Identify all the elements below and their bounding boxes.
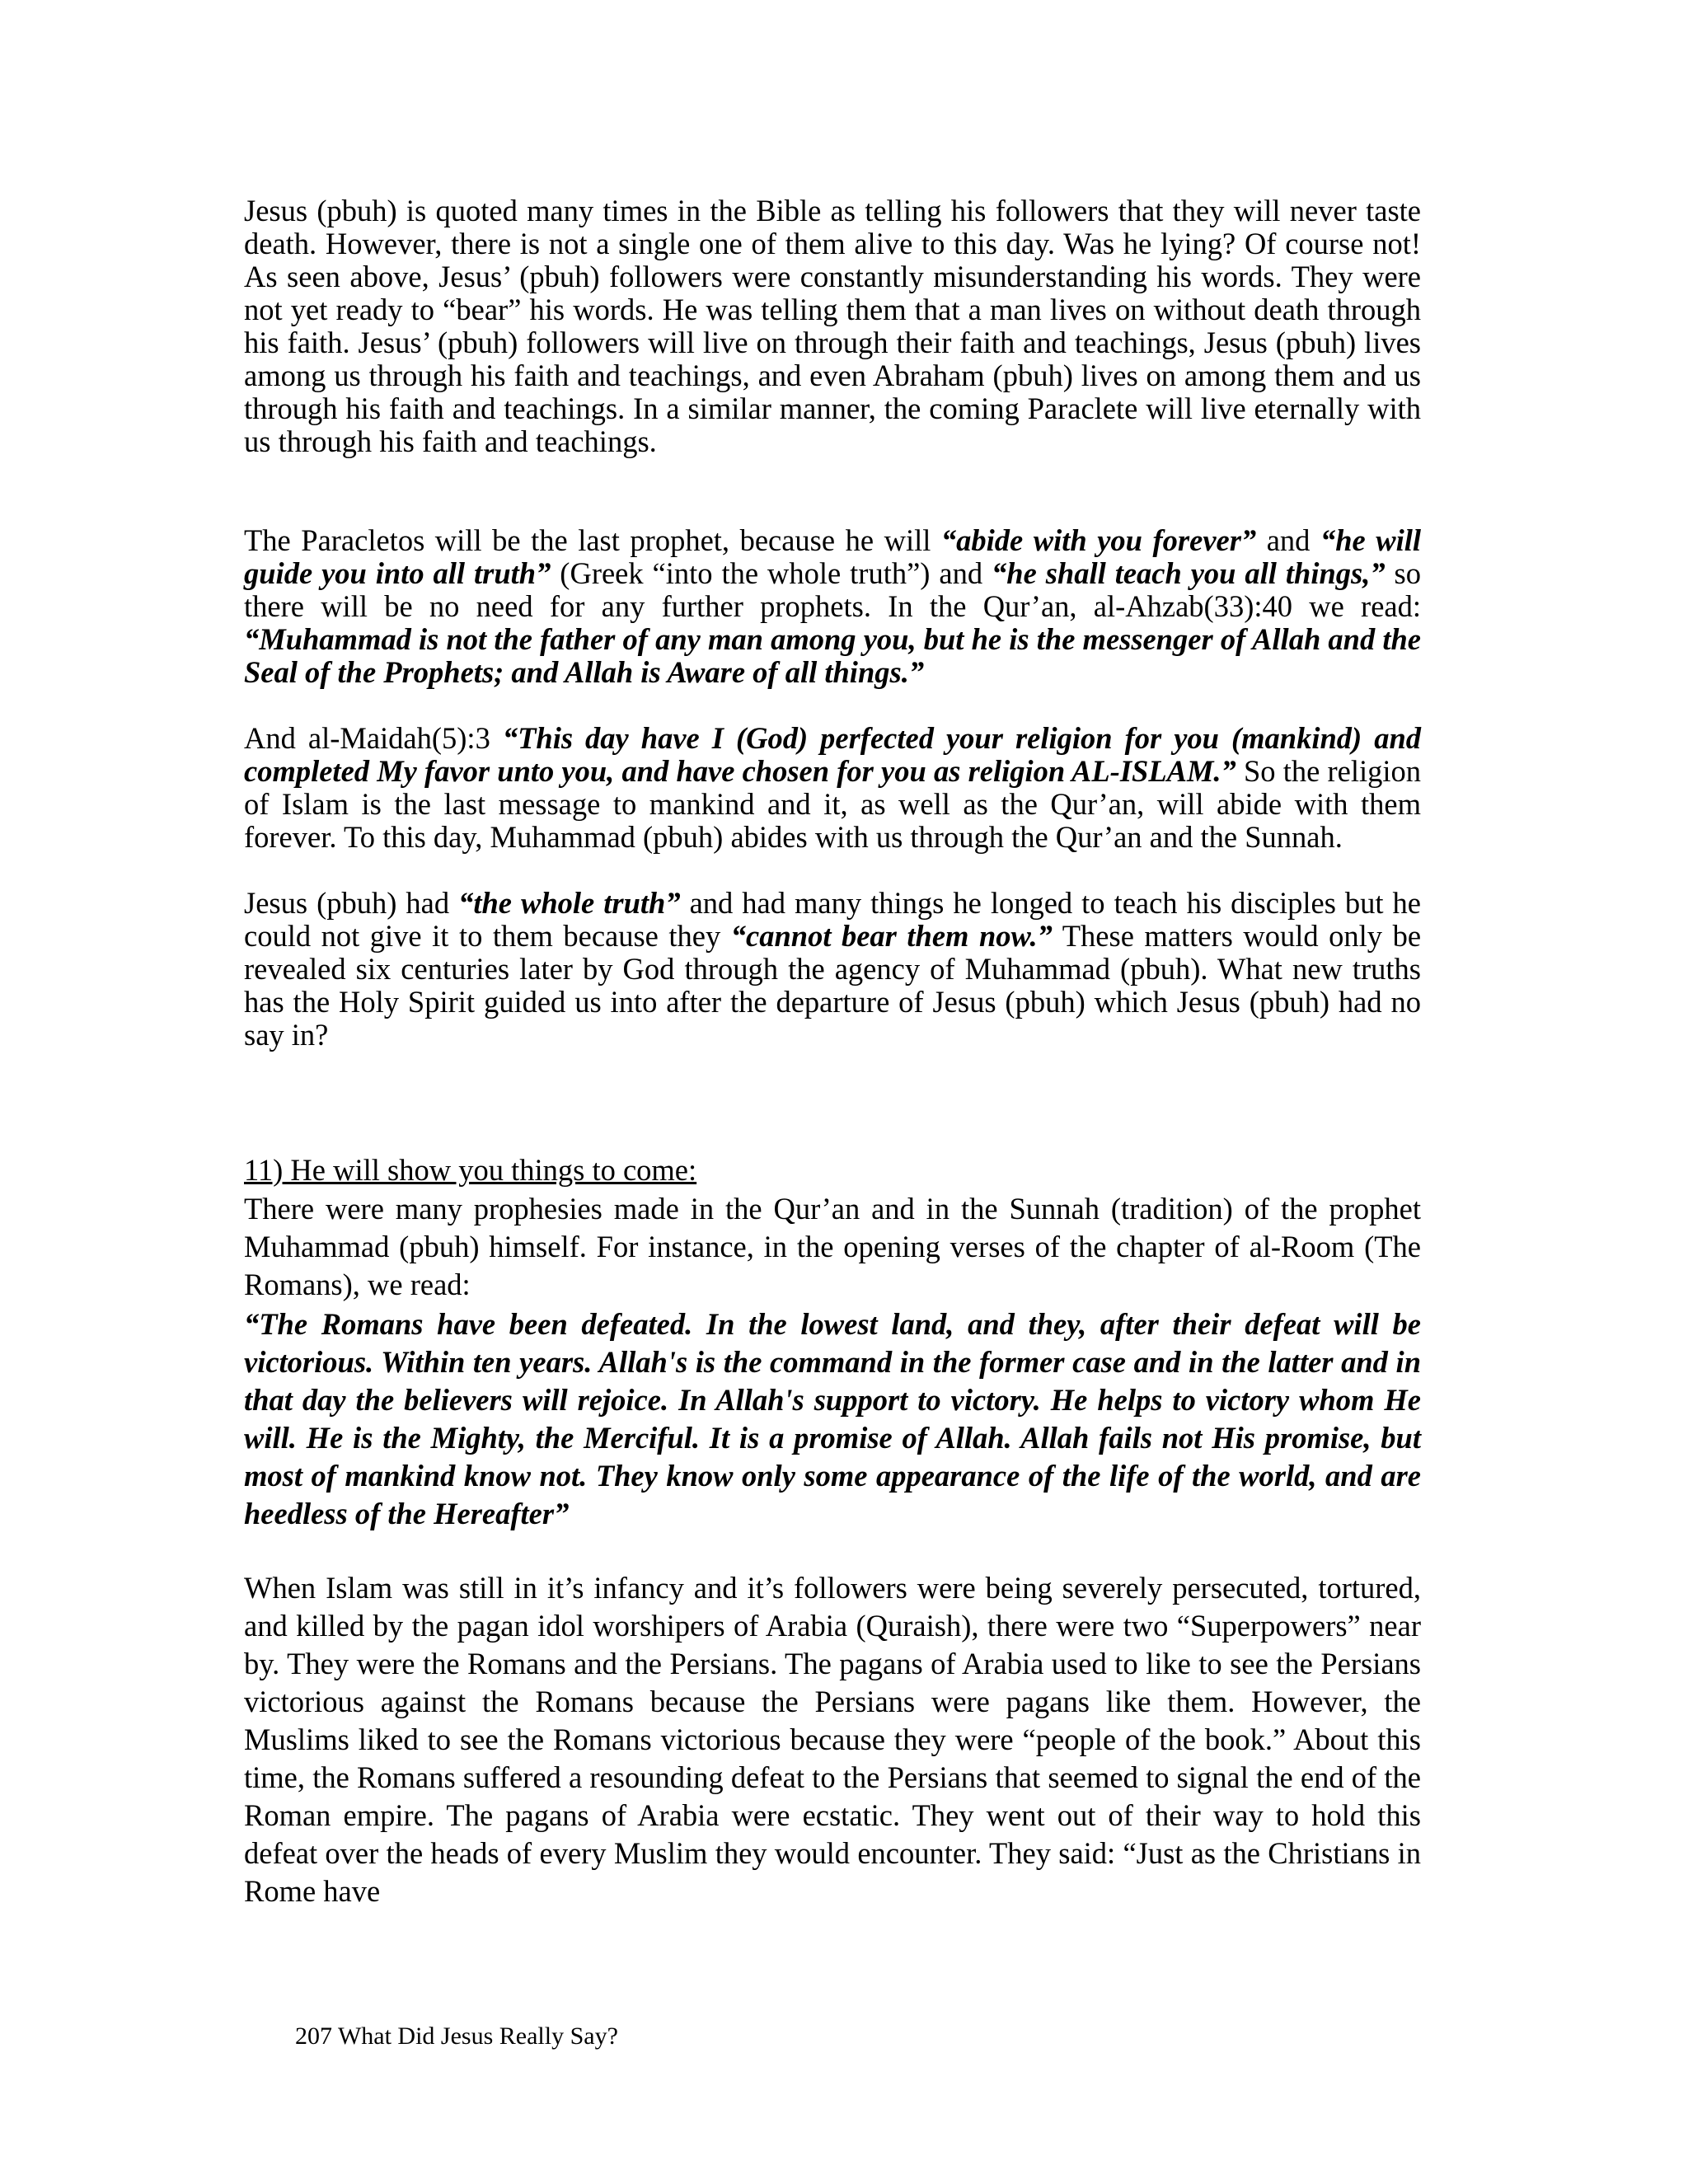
paragraph-2-text: The Paracletos will be the last prophet, because he will: [244, 523, 941, 557]
quote-guide-into-truth: “he will guide you into all truth”: [244, 523, 1422, 590]
paragraph-7-text: When Islam was still in it’s infancy and it’s followers were being severely persecuted, tortured, and killed by the pagan idol worshipers of Arabia (Quraish), there were two “Superpowers” near by. They were the Romans and the Persians. The pagans of Arabia used to like to see the Persians victorious against the Romans because the Persians were pagans like them. However, the Muslims liked to see the Romans victorious because they were “people of the book.” About this time, the Romans suffered a resounding defeat to the Persians that seemed to signal the end of the Roman empire. The pagans of Arabia were ecstatic. They went out of their way to hold this defeat over the heads of every Muslim they would encounter. They said: “Just as the Christians in Rome have: [244, 1571, 1421, 1908]
paragraph-1: [244, 194, 1421, 458]
paragraph-4-text: These matters would only be revealed six centuries later by God through the agency of Muhammad (pbuh). What new truths has the Holy Spirit guided us into after the departure of Jesus (pbuh) which Jesus (pbuh) had no say in?: [244, 919, 1422, 1052]
paragraph-3-text: So the religion of Islam is the last message to mankind and it, as well as the Qur’an, will abide with them forever. To this day, Muhammad (pbuh) abides with us through the Qur’an and the Sunnah.: [244, 754, 1421, 854]
quote-abide-forever: “abide with you forever”: [940, 523, 1257, 557]
paragraph-4: [244, 887, 1421, 1052]
paragraph-2-text: so there will be no need for any further prophets. In the Qur’an, al-Ahzab(33):40 we read:: [244, 556, 1422, 623]
quote-cannot-bear: “cannot bear them now.”: [730, 919, 1053, 953]
paragraph-3: [244, 722, 1421, 854]
quote-al-room: [244, 1305, 1421, 1533]
paragraph-7: [244, 1569, 1421, 1910]
page-footer: 207 What Did Jesus Really Say?: [295, 2022, 618, 2050]
paragraph-2-text: (Greek “into the whole truth”) and: [551, 556, 992, 590]
quote-al-maidah: “This day have I (God) perfected your religion for you (mankind) and completed My favor unto you, and have chosen for you as religion AL-ISLAM.”: [244, 721, 1421, 788]
paragraph-1-text: Jesus (pbuh) is quoted many times in the Bible as telling his followers that they will never taste death. However, there is not a single one of them alive to this day. Was he lying? Of course not! As seen above, Jesus’ (pbuh) followers were constantly misunderstanding his words. They were not yet ready to “bear” his words. He was telling them that a man lives on without death through his faith. Jesus’ (pbuh) followers will live on through their faith and teachings, Jesus (pbuh) lives among us through his faith and teachings, and even Abraham (pbuh) lives on among them and us through his faith and teachings. In a similar manner, the coming Paraclete will live eternally with us through his faith and teachings.: [244, 194, 1421, 458]
paragraph-5: [244, 1190, 1421, 1304]
section-heading: 11) He will show you things to come:: [244, 1153, 697, 1187]
paragraph-4-text: Jesus (pbuh) had: [244, 886, 459, 920]
quote-al-room-text: “The Romans have been defeated. In the lowest land, and they, after their defeat will be victorious. Within ten years. Allah's is the command in the former case and in the latter and in that day the believers will rejoice. In Allah's support to victory. He helps to victory whom He will. He is the Mighty, the Merciful. It is a promise of Allah. Allah fails not His promise, but most of mankind know not. They know only some appearance of the life of the world, and are heedless of the Hereafter”: [244, 1307, 1421, 1530]
quote-al-ahzab: “Muhammad is not the father of any man among you, but he is the messenger of Allah and the Seal of the Prophets; and Allah is Aware of all things.”: [244, 622, 1421, 689]
quote-whole-truth: “the whole truth”: [458, 886, 681, 920]
paragraph-2-text: and: [1256, 523, 1320, 557]
paragraph-5-text: There were many prophesies made in the Qur’an and in the Sunnah (tradition) of the prophet Muhammad (pbuh) himself. For instance, in the opening verses of the chapter of al-Room (The Romans), we read:: [244, 1192, 1421, 1301]
quote-teach-all-things: “he shall teach you all things,”: [992, 556, 1386, 590]
paragraph-3-text: And al-Maidah(5):3: [244, 721, 503, 755]
paragraph-2: [244, 524, 1421, 689]
paragraph-4-text: and had many things he longed to teach his disciples but he could not give it to them because they: [244, 886, 1422, 953]
